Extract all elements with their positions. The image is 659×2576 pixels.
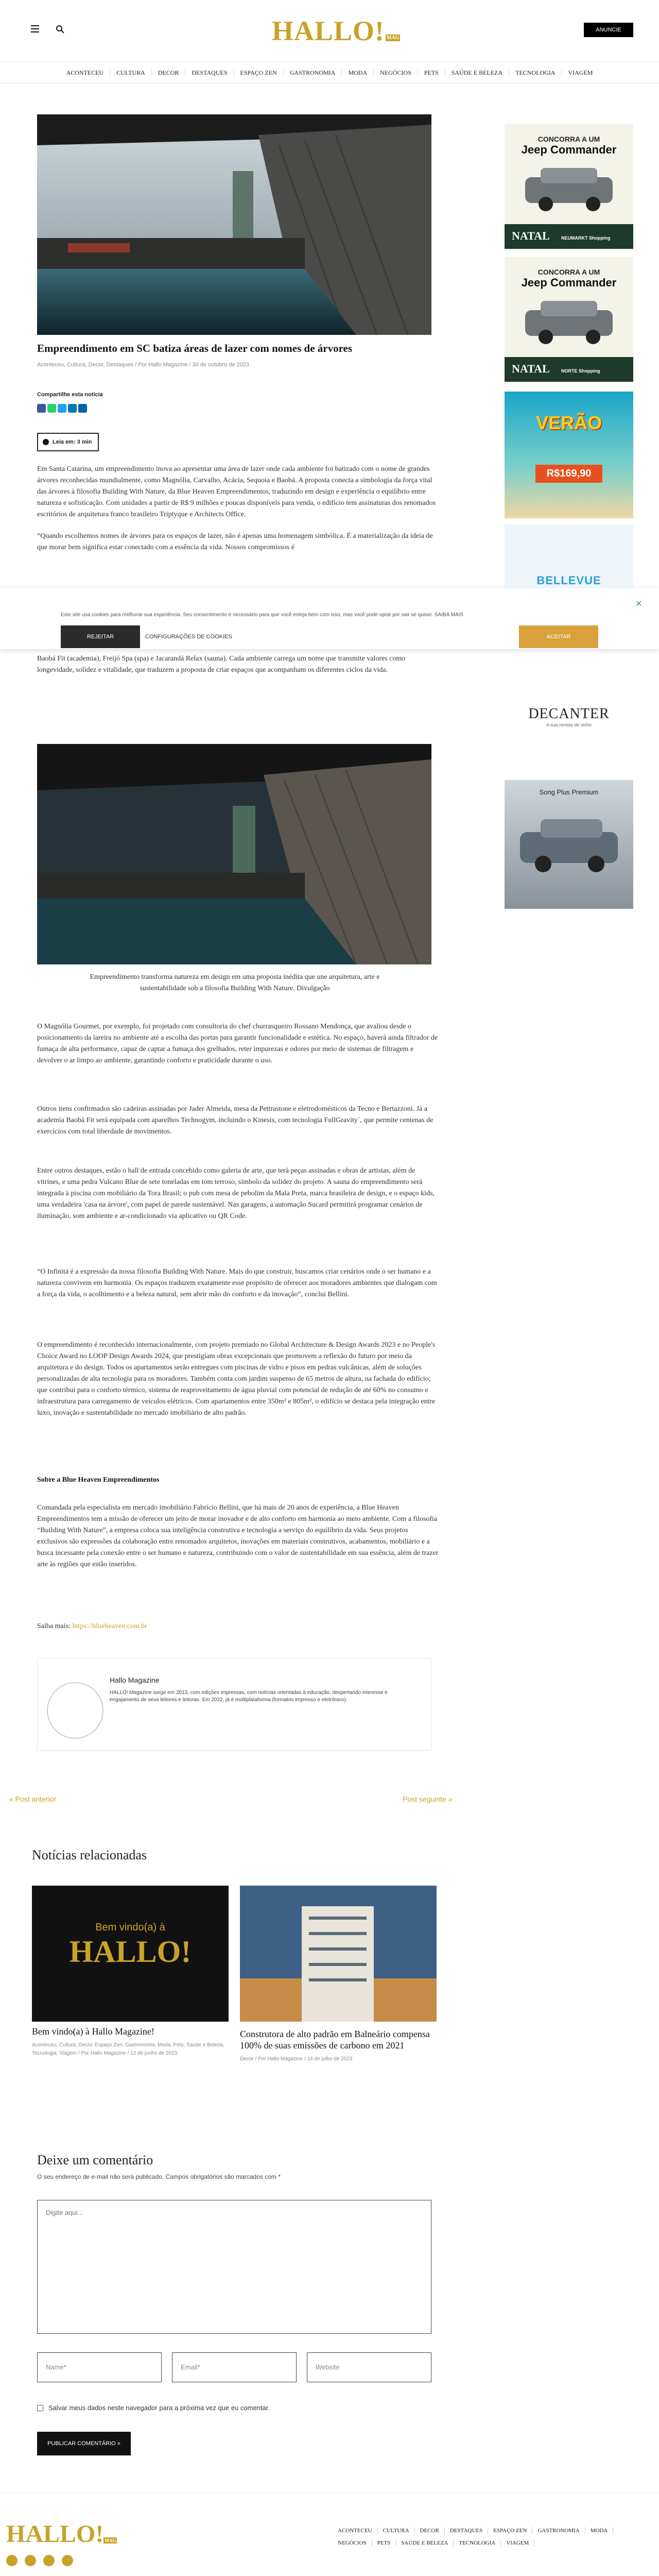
social-links xyxy=(6,2555,73,2566)
related-card-meta: Aconteceu, Cultura, Decor, Espaço Zen, Gastronomia, Moda, Pets, Saúde e Beleza, Tecnologia, Viagem / Por Hallo Magazine / 12 de junho de 2023 xyxy=(32,2042,224,2056)
nav-item-5[interactable]: GASTRONOMIA xyxy=(284,69,342,76)
prev-post-link[interactable]: « Post anterior xyxy=(9,1795,57,1803)
email-field[interactable]: Email* xyxy=(172,2352,297,2382)
footer-nav-item-1[interactable]: CULTURA xyxy=(378,2527,415,2534)
footer-nav-item-2[interactable]: DECOR xyxy=(415,2527,445,2534)
ad-bellevue[interactable]: BELLEVUE xyxy=(505,524,633,588)
clock-icon xyxy=(43,439,49,445)
footer-nav-item-7[interactable]: NEGÓCIOS xyxy=(333,2539,372,2547)
related-card-title[interactable]: Bem vindo(a) à Hallo Magazine! xyxy=(32,2026,154,2037)
footer-logo[interactable]: HALLO! $^{MAG}$ xyxy=(6,2520,116,2548)
nav-item-7[interactable]: NEGÓCIOS xyxy=(374,69,418,76)
ad-jeep-neumarkt[interactable]: CONCORRA A UM Jeep Commander NATAL NEUMARKT Shopping xyxy=(505,124,633,250)
footer-nav xyxy=(333,2527,641,2547)
ad-verao[interactable]: VERÃO R$169,90 xyxy=(505,392,633,518)
menu-icon[interactable] xyxy=(31,25,39,32)
comment-note: O seu endereço de e-mail não será publicado. Campos obrigatórios são marcados com * xyxy=(37,2173,281,2180)
related-card-title[interactable]: Construtora de alto padrão em Balneário compensa 100% de suas emissões de carbono em 2021 xyxy=(240,2029,430,2050)
article-paragraph-3: Baobá Fit (academia), Freijó Spa (spa) e Jacarandá Relax (sauna). Cada ambiente carrega um nome que transmite valores como longevidade, solidez e vitalidade, que traduzem a proposta de criar espaços que acompanham os diferentes ciclos da vida. xyxy=(37,655,406,674)
article-paragraph-9: Comandada pela especialista em mercado imobiliário Fabrício Bellini, que há mais de 20 anos de experiência, a Blue Heaven Empreendimentos tem a missão de oferecer um jeito de morar inovador e de alto conforto em harmonia ao meio ambiente. Com a filosofia “Building With Nature”, a empresa coloca sua inteligência construtiva e tecnologia a serviço do equilíbrio da vida. Seus projetos exclusivos são expressões da colaboração entre renomados arquitetos, inovações em materiais construtivos, acabamentos, mobiliário e a busca incessante pela conexão entre o ser humano e natureza, contribuindo com o valor de sustentabilidade em sua essência, além de trazer arte às regiões que estão inseridos. xyxy=(37,1504,439,1568)
related-card[interactable] xyxy=(32,1886,229,2058)
name-field[interactable]: Name* xyxy=(37,2352,162,2382)
article-subheading: Sobre a Blue Heaven Empreendimentos xyxy=(37,1476,160,1484)
nav-item-2[interactable]: DECOR xyxy=(152,69,186,76)
publish-comment-button[interactable]: PUBLICAR COMENTÁRIO » xyxy=(37,2432,131,2455)
author-name[interactable]: Hallo Magazine xyxy=(110,1676,160,1684)
comment-textarea[interactable]: Digite aqui... xyxy=(37,2200,431,2334)
whatsapp-share-icon[interactable] xyxy=(47,404,56,413)
author-box xyxy=(37,1658,431,1751)
article-paragraph-6: Entre outros destaques, estão o hall de entrada concebido como galeria de arte, que terá peças assinadas e obras de artistas, além de vitrines, e uma pedra Vulcano Blue de sete toneladas em tom terroso, símbolo da solidez do projeto. A sauna do empreendimento será integrada à piscina com mobiliário da Tora Brasil; o pub com mesa de pebolim da Mala Preta, marca brasileira de design, e o espaço kids, uma verdadeira 'casa na árvore', com papel de parede sustentável. Nas garagens, a automação Sucard permitirá programar cenários de iluminação, som ambiente e ar-condicionado via aplicativo ou QR Code. xyxy=(37,1167,435,1220)
saiba-mais: Saiba mais: https://blueheaven.com.br xyxy=(37,1622,147,1630)
search-icon[interactable] xyxy=(56,25,65,34)
facebook-share-icon[interactable] xyxy=(37,404,46,413)
youtube-icon[interactable] xyxy=(62,2555,73,2566)
close-icon[interactable]: ✕ xyxy=(635,600,643,608)
nav-item-3[interactable]: DESTAQUES xyxy=(185,69,234,76)
car-image xyxy=(505,157,633,213)
article-paragraph-4: O Magnólia Gourmet, por exemplo, foi projetado com consultoria do chef churrasqueiro Rossano Mendonça, que avaliou desde o posicionamento da lareira no ambiente até a escolha das portas para garantir funcionalidade e estética. No espaço, haverá ainda filtrador de fumaça de alta performance, capaz de captar a fumaça dos grelhados, reter impurezas e odores por meio de sistemas de filtragem e devolver o ar limpo ao ambiente, garantindo conforto e praticidade durante o uso. xyxy=(37,1023,438,1064)
site-footer xyxy=(0,2493,659,2576)
twitter-share-icon[interactable] xyxy=(58,404,66,413)
ad-jeep-norte[interactable]: CONCORRA A UM Jeep Commander NATAL NORTE Shopping xyxy=(505,257,633,383)
article-meta: Aconteceu, Cultura, Decor, Destaques / Por Hallo Magazine / 30 de outubro de 2023 xyxy=(37,362,250,368)
footer-nav-item-9[interactable]: SAÚDE E BELEZA xyxy=(396,2539,454,2547)
nav-item-0[interactable]: ACONTECEU xyxy=(60,69,111,76)
article-paragraph-5: Outros itens confirmados são cadeiras assinadas por Jader Almeida, mesa da Pettrastone e eletrodomésticos da Tecno e Bertazzoni. Já a academia Baobá Fit será equipada com aparelhos Technogym, incluindo o Kinesis, com tecnologia FullGravity´, que permite centenas de exercícios com total liberdade de movimentos. xyxy=(37,1105,433,1136)
nav-item-6[interactable]: MODA xyxy=(342,69,374,76)
nav-item-10[interactable]: TECNOLOGIA xyxy=(509,69,562,76)
article-paragraph-8: O empreendimento é reconhecido internacionalmente, com projeto premiado no Global Architecture & Design Awards 2023 e no People's Choice Award no LOOP Design Awards 2024, que prestigiam obras excepcionais que promovem a reflexão do futuro por meio da arquitetura e do design. Todos os apartamentos serão entregues com piscinas de vidro e pisos em pedras vulcânicas, além de soluções personalizadas de alta tecnologia para os moradores. Também conta com jardim suspenso de 65 metros de altura, na fachada do edifício; que contribui para o conforto térmico, sistema de reaproveitamento de água pluvial com potencial de redução de até 60% no consumo e infraestrutura para carregamento de veículos elétricos. Com apartamentos entre 350m² e 805m², o edifício se destaca pela integração entre luxo, inovação e sustentabilidade no mercado imobiliário de alto padrão. xyxy=(37,1341,436,1417)
article-paragraph-2: “Quando escolhemos nomes de árvores para os espaços de lazer, não é apenas uma homenagem simbólica. É a materialização da ideia de que morar bem significa estar conectado com a essência da vida. Nossos compromissos é xyxy=(37,532,433,551)
hero-image xyxy=(37,114,431,335)
cookie-settings-link[interactable]: CONFIGURAÇÕES DE COOKIES xyxy=(145,634,232,640)
reject-button[interactable]: REJEITAR xyxy=(61,625,140,648)
email-share-icon[interactable] xyxy=(78,404,87,413)
article-image xyxy=(37,744,431,964)
nav-item-1[interactable]: CULTURA xyxy=(110,69,152,76)
article-title: Empreendimento em SC batiza áreas de lazer com nomes de árvores xyxy=(37,342,353,354)
site-header xyxy=(0,0,659,62)
blueheaven-link[interactable]: https://blueheaven.com.br xyxy=(72,1622,147,1630)
site-logo[interactable]: HALLO! $^{MAG}$ xyxy=(272,15,400,46)
article-paragraph-7: “O Infinitá é a expressão da nossa filosofia Building With Nature. Mais do que construir, buscamos criar cenários onde o ser humano e a natureza convivem em harmonia. Os espaços traduzem exatamente esse propósito de oferecer aos moradores ambientes que dialogam com a força da vida, o acolhimento e a beleza natural, sem abrir mão do conforto e da inovação”, conclui Bellini. xyxy=(37,1268,437,1298)
article-paragraph-1: Em Santa Catarina, um empreendimento inova ao apresentar uma área de lazer onde cada ambiente foi batizado com o nome de grandes árvores reconhecidas mundialmente, como Magnólia, Carvalho, Acácia, Sequoia e Baobá. A proposta conecta a simbologia da força vital das árvores à filosofia Building With Nature, da Blue Heaven Empreendimentos, traduzindo em design e experiência o equilíbrio entre natureza e sofisticação. Com unidades a partir de R$ 9 milhões e poucas disponíveis para venda, o edifício tem assinaturas dos renomados escritórios de arquitetura franco brasileiro Triptyque e Architects Office. xyxy=(37,465,436,518)
ad-song-plus[interactable]: Song Plus Premium xyxy=(505,780,633,909)
share-label: Compartilhe esta notícia xyxy=(37,392,103,398)
nav-item-4[interactable]: ESPAÇO ZEN xyxy=(234,69,284,76)
footer-nav-item-5[interactable]: GASTRONOMIA xyxy=(532,2527,585,2534)
footer-nav-item-4[interactable]: ESPAÇO ZEN xyxy=(488,2527,532,2534)
related-card[interactable] xyxy=(240,1886,437,2063)
cookie-banner xyxy=(0,588,659,649)
twitter-icon[interactable] xyxy=(43,2555,55,2566)
nav-item-8[interactable]: PETS xyxy=(418,69,445,76)
cookie-text: Este site usa cookies para melhorar sua experiência. Seu consentimento é necessário para que você esteja bem com isso, mas você pode optar por sair se quiser. SAIBA MAIS xyxy=(61,612,464,618)
image-caption: Empreendimento transforma natureza em design em uma proposta inédita que une arquitetura, arte e sustentabilidade sob a filosofia Building With Nature. Divulgação xyxy=(90,973,380,992)
next-post-link[interactable]: Post seguinte » xyxy=(403,1795,453,1803)
facebook-icon[interactable] xyxy=(6,2555,18,2566)
comment-title: Deixe um comentário xyxy=(37,2153,153,2167)
avatar xyxy=(47,1682,103,1739)
nav-item-9[interactable]: SAÚDE E BELEZA xyxy=(445,69,509,76)
related-card-meta: Decor / Por Hallo Magazine / 14 de julho de 2023 xyxy=(240,2056,353,2062)
footer-nav-item-3[interactable]: DESTAQUES xyxy=(445,2527,488,2534)
footer-nav-item-0[interactable]: ACONTECEU xyxy=(333,2527,378,2534)
related-image xyxy=(240,1886,437,2022)
instagram-icon[interactable] xyxy=(25,2555,36,2566)
related-image: Bem vindo(a) à HALLO! xyxy=(32,1886,229,2022)
main-nav xyxy=(0,62,659,83)
author-bio: HALLO! Magazine surge em 2013, com edições impressas, com notícias orientadas à educação, despertando interesse e engajamento de seus leitores e leitoras. Em 2022, já é multiplataforma (formatos impresso e eletrônico). xyxy=(110,1690,388,1703)
footer-nav-item-11[interactable]: VIAGEM xyxy=(501,2539,534,2547)
footer-nav-item-10[interactable]: TECNOLOGIA xyxy=(454,2539,501,2547)
ad-decanter[interactable]: DECANTER A sua revista de vinho xyxy=(505,690,633,738)
car-image xyxy=(505,290,633,346)
footer-nav-item-6[interactable]: MODA xyxy=(585,2527,614,2534)
linkedin-share-icon[interactable] xyxy=(68,404,77,413)
nav-item-11[interactable]: VIAGEM xyxy=(568,69,593,76)
accept-button[interactable]: ACEITAR xyxy=(519,625,598,648)
read-time-badge: Leia em: 3 min xyxy=(37,433,99,451)
footer-nav-item-8[interactable]: PETS xyxy=(372,2539,396,2547)
car-image xyxy=(505,796,633,878)
website-field[interactable]: Website xyxy=(307,2352,431,2382)
share-buttons xyxy=(37,404,87,413)
related-title: Notícias relacionadas xyxy=(32,1848,147,1862)
save-data-checkbox[interactable]: Salvar meus dados neste navegador para a próxima vez que eu comentar. xyxy=(37,2404,270,2412)
anuncie-button[interactable]: ANUNCIE xyxy=(584,23,633,37)
